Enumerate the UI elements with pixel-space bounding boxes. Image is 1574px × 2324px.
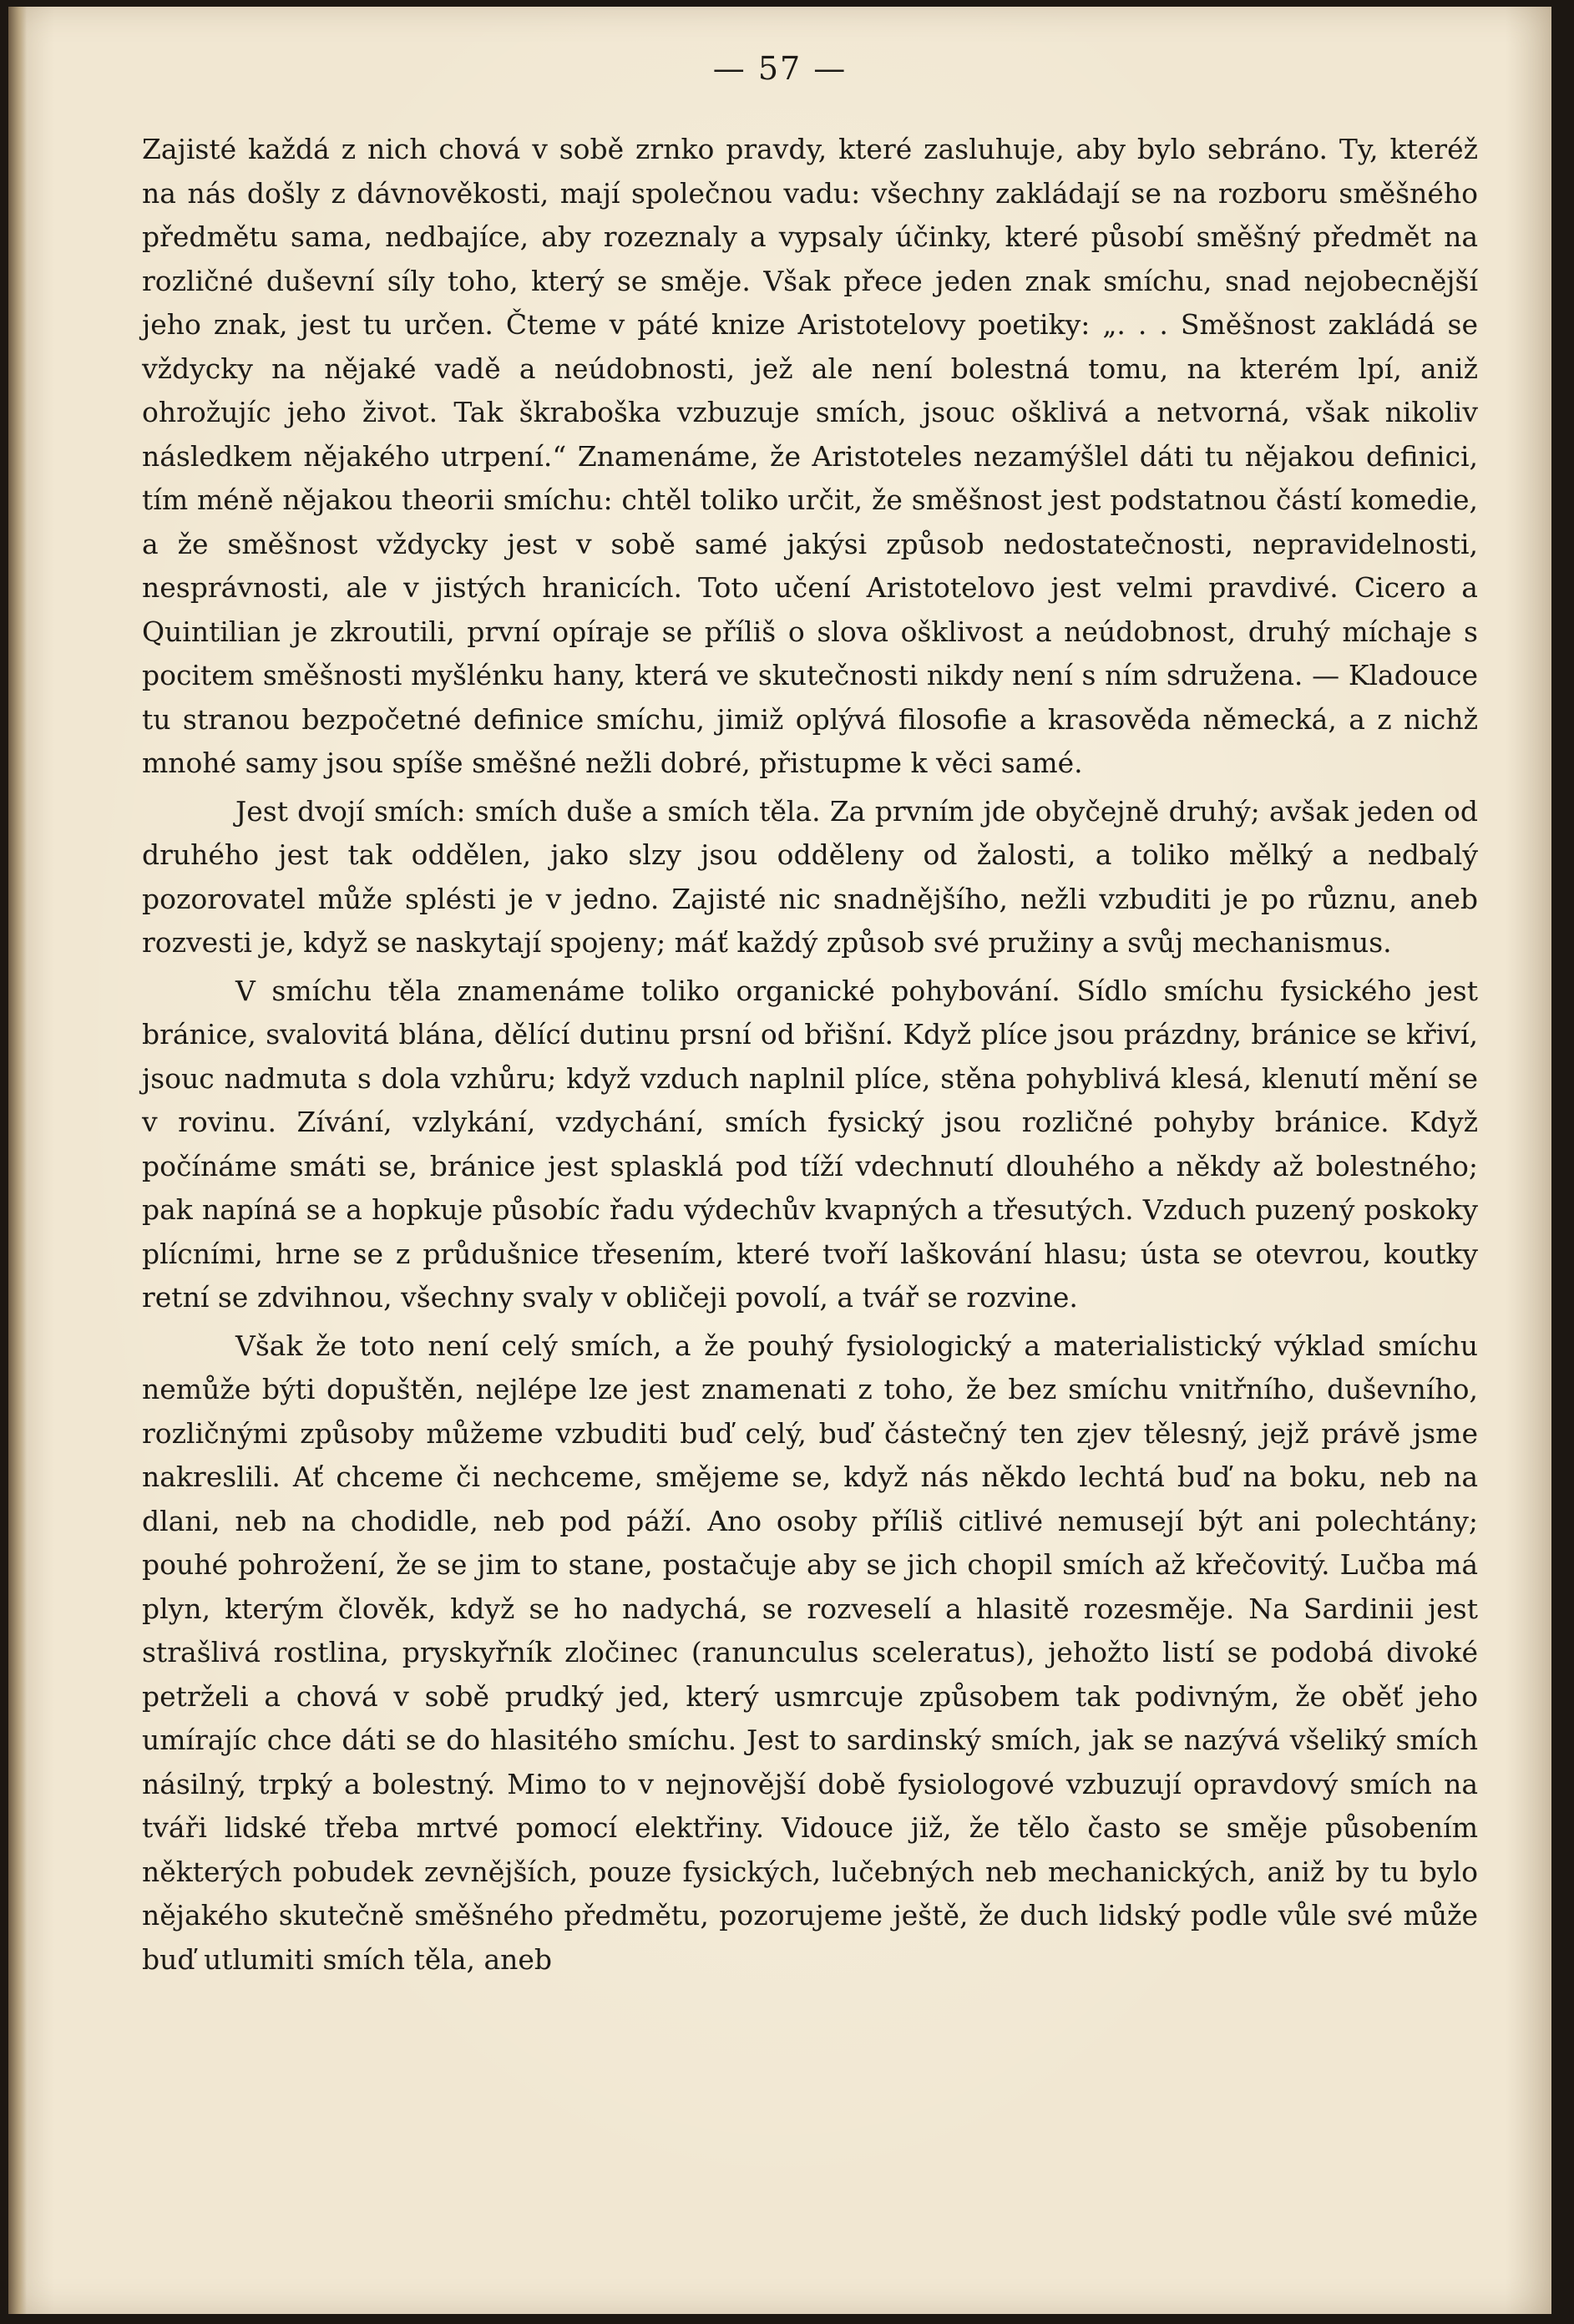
book-page	[8, 7, 1551, 2314]
paragraph-3: V smíchu těla znamenáme toliko organické pohybování. Sídlo smíchu fysického jest bránice, svalovitá blána, dělící dutinu prsní od břišní. Když plíce jsou prázdny, bránice se křiví, jsouc nadmuta s dola vzhůru; když vzduch naplnil plíce, stěna pohyblivá klesá, klenutí mění se v rovinu. Zívání, vzlykání, vzdychání, smích fysický jsou rozličné pohyby bránice. Když počínáme smáti se, bránice jest splasklá pod tíží vdechnutí dlouhého a někdy až bolestného; pak napíná se a hopkuje působíc řadu výdechův kvapných a třesutých. Vzduch puzený poskoky plícními, hrne se z průdušnice třesením, které tvoří laškování hlasu; ústa se otevrou, koutky retní se zdvihnou, všechny svaly v obličeji povolí, a tvář se rozvine.	[142, 974, 1478, 1314]
binding-edge	[8, 7, 27, 2314]
paragraph-1: Zajisté každá z nich chová v sobě zrnko pravdy, které zasluhuje, aby bylo sebráno. Ty, kteréž na nás došly z dávnověkosti, mají společnou vadu: všechny zakládají se na rozboru směšného předmětu sama, nedbajíce, aby rozeznaly a vypsaly účinky, které působí směšný předmět na rozličné duševní síly toho, který se směje. Však přece jeden znak smíchu, snad nejobecnější jeho znak, jest tu určen. Čteme v páté knize Aristotelovy poetiky: „. . . Směšnost zakládá se vždycky na nějaké vadě a neúdobnosti, jež ale není bolestná tomu, na kterém lpí, aniž ohrožujíc jeho život. Tak škraboška vzbuzuje smích, jsouc ošklivá a netvorná, však nikoliv následkem nějakého utrpení.“ Znamenáme, že Aristoteles nezamýšlel dáti tu nějakou definici, tím méně nějakou theorii smíchu: chtěl toliko určit, že směšnost jest podstatnou částí komedie, a že směšnost vždycky jest v sobě samé jakýsi způsob nedostatečnosti, nepravidelnosti, nesprávnosti, ale v jistých hranicích. Toto učení Aristotelovo jest velmi pravdivé. Cicero a Quintilian je zkroutili, první opíraje se příliš o slova ošklivost a neúdobnost, druhý míchaje s pocitem směšnosti myšlénku hany, která ve skutečnosti nikdy není s ním sdružena. — Kladouce tu stranou bezpočetné definice smíchu, jimiž oplývá filosofie a krasověda německá, a z nichž mnohé samy jsou spíše směšné nežli dobré, přistupme k věci samé.	[142, 133, 1478, 779]
text-body	[142, 128, 1478, 1982]
paragraph-2: Jest dvojí smích: smích duše a smích těla. Za prvním jde obyčejně druhý; avšak jeden od druhého jest tak oddělen, jako slzy jsou odděleny od žalosti, a toliko mělký a nedbalý pozorovatel může splésti je v jedno. Zajisté nic snadnějšího, nežli vzbuditi je po různu, aneb rozvesti je, když se naskytají spojeny; máť každý způsob své pružiny a svůj mechanismus.	[142, 794, 1478, 959]
page-number: — 57 —	[712, 50, 848, 87]
paragraph-4: Však že toto není celý smích, a že pouhý fysiologický a materialistický výklad smíchu nemůže býti dopuštěn, nejlépe lze jest znamenati z toho, že bez smíchu vnitřního, duševního, rozličnými způsoby můžeme vzbuditi buď celý, buď částečný ten zjev tělesný, jejž právě jsme nakreslili. Ať chceme či nechceme, smějeme se, když nás někdo lechtá buď na boku, neb na dlani, neb na chodidle, neb pod páží. Ano osoby příliš citlivé nemusejí být ani polechtány; pouhé pohrožení, že se jim to stane, postačuje aby se jich chopil smích až křečovitý. Lučba má plyn, kterým člověk, když se ho nadychá, se rozveselí a hlasitě rozesměje. Na Sardinii jest strašlivá rostlina, pryskyřník zločinec (ranunculus sceleratus), jehožto listí se podobá divoké petrželi a chová v sobě prudký jed, který usmrcuje způsobem tak podivným, že oběť jeho umírajíc chce dáti se do hlasitého smíchu. Jest to sardinský smích, jak se nazývá všeliký smích násilný, trpký a bolestný. Mimo to v nejnovější době fysiologové vzbuzují opravdový smích na tváři lidské třeba mrtvé pomocí elektřiny. Vidouce již, že tělo často se směje působením některých pobudek zevnějších, pouze fysických, lučebných neb mechanických, aniž by tu bylo nějakého skutečně směšného předmětu, pozorujeme ještě, že duch lidský podle vůle své může buď utlumiti smích těla, aneb	[142, 1329, 1478, 1976]
